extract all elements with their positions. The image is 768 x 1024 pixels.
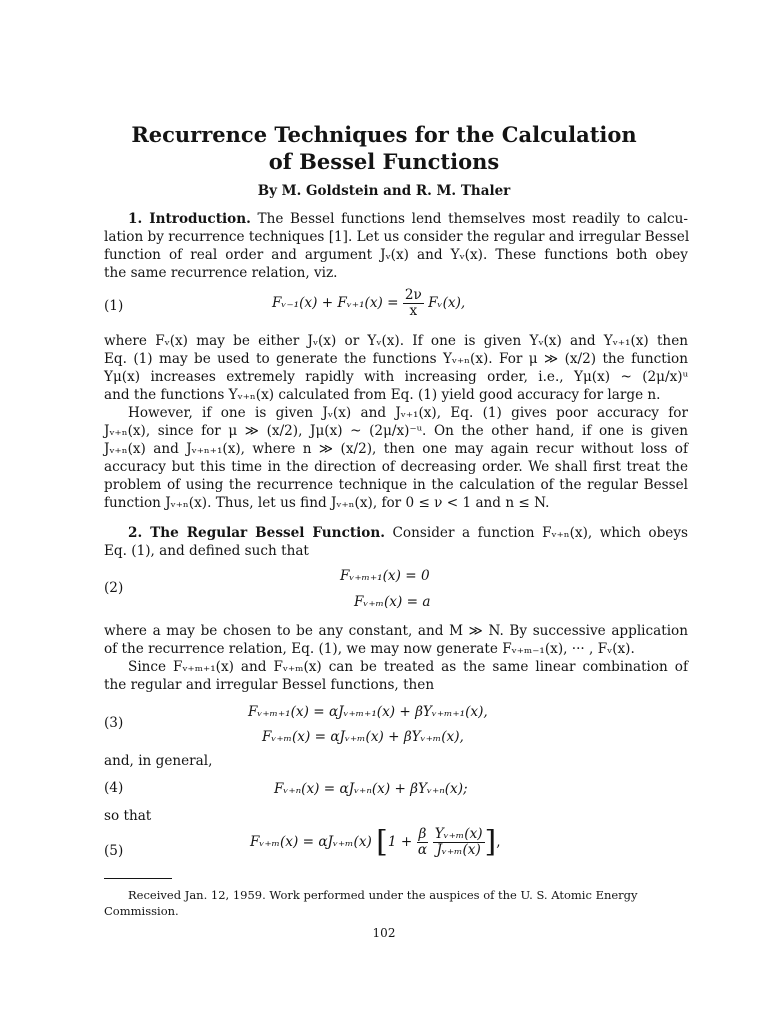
text-and-in-general: and, in general,: [104, 753, 213, 769]
intro-paragraph-2: where Fᵥ(x) may be either Jᵥ(x) or Yᵥ(x). If one is given Yᵥ(x) and Yᵥ₊₁(x) then Eq. (1) may be used to generate the functions Yᵥ₊ₙ(x). For μ ≫ (x/2) the function Yμ(x) increases extremely rapidly with increasing order, i.e., Yμ(x) ~ (2μ/x)ᵘ and the functions Yᵥ₊ₙ(x) calculated from Eq. (1) yield good accuracy for large n.: [104, 333, 688, 403]
equation-1: [272, 288, 465, 319]
section-2-heading: 2. The Regular Bessel Function.: [128, 525, 385, 541]
author-byline: By M. Goldstein and R. M. Thaler: [257, 183, 511, 199]
regular-bessel-paragraph-1: 2. The Regular Bessel Function. Consider a function Fᵥ₊ₙ(x), which obeys Eq. (1), and defined such that: [104, 525, 689, 559]
equation-5-ratio: $\frac{\text{Yᵥ₊ₘ(x)}}{\text{Jᵥ₊ₘ(x)}}$: [434, 826, 483, 858]
paper-title: [0, 121, 768, 175]
equation-5-beta-alpha: $\frac{\beta}{\alpha}$: [417, 826, 428, 858]
section-1-heading: 1. Introduction.: [128, 211, 251, 227]
intro-paragraph-3: However, if one is given Jᵥ(x) and Jᵥ₊₁(x), Eq. (1) gives poor accuracy for Jᵥ₊ₙ(x), since for μ ≫ (x/2), Jμ(x) ~ (2μ/x)⁻ᵘ. On the other hand, if one is given Jᵥ₊ₙ(x) and Jᵥ₊ₙ₊₁(x), where n ≫ (x/2), then one may again recur without loss of accuracy but this time in the direction of decreasing order. We shall first treat the problem of using the recurrence technique in the calculation of the regular Bessel function Jᵥ₊ₙ(x). Thus, let us find Jᵥ₊ₙ(x), for 0 ≤ ν < 1 and n ≤ N.: [104, 405, 688, 511]
intro-line-4: the same recurrence relation, viz.: [104, 265, 338, 281]
equation-3-line-1: Fᵥ₊ₘ₊₁(x) = αJᵥ₊ₘ₊₁(x) + βYᵥ₊ₘ₊₁(x),: [248, 704, 488, 720]
equation-3-line-2: Fᵥ₊ₘ(x) = αJᵥ₊ₘ(x) + βYᵥ₊ₘ(x),: [262, 729, 464, 745]
equation-1-number: (1): [104, 298, 124, 314]
equation-2-line-2: Fᵥ₊ₘ(x) = a: [354, 594, 431, 610]
equation-4: Fᵥ₊ₙ(x) = αJᵥ₊ₙ(x) + βYᵥ₊ₙ(x);: [274, 781, 468, 797]
footnote-divider: [104, 878, 172, 879]
title-line-1: Recurrence Techniques for the Calculation: [131, 122, 637, 147]
footnote: Received Jan. 12, 1959. Work performed under the auspices of the U. S. Atomic Energy Commission.: [104, 888, 638, 918]
equation-2-line-1: Fᵥ₊ₘ₊₁(x) = 0: [340, 568, 430, 584]
equation-4-number: (4): [104, 780, 124, 796]
equation-5-number: (5): [104, 843, 124, 859]
intro-line-2: lation by recurrence techniques [1]. Let us consider the regular and irregular Bessel: [104, 229, 690, 245]
regular-bessel-paragraph-2: where a may be chosen to be any constant, and M ≫ N. By successive application of the recurrence relation, Eq. (1), we may now generate Fᵥ₊ₘ₋₁(x), ··· , Fᵥ(x).: [104, 623, 688, 657]
equation-1-rhs: Fᵥ(x),: [423, 295, 466, 311]
intro-paragraph-1: [104, 210, 688, 282]
equation-1-lhs: Fᵥ₋₁(x) + Fᵥ₊₁(x) =: [272, 295, 403, 311]
text-so-that: so that: [104, 808, 152, 824]
equation-5: Fᵥ₊ₘ(x) = αJᵥ₊ₘ(x) [1 + $\frac{\beta}{\alpha}$ $\frac{\text{Yᵥ₊ₘ(x)}}{\text{Jᵥ₊ₘ(x)}}$ ],: [250, 824, 501, 860]
title-line-2: of Bessel Functions: [268, 149, 500, 174]
page-number: 102: [372, 926, 396, 940]
intro-line-1: 1. Introduction. The Bessel functions lend themselves most readily to calcu-: [128, 211, 689, 227]
equation-2-number: (2): [104, 580, 124, 596]
equation-1-fraction: $\frac{2\nu}{x}$: [404, 287, 422, 319]
equation-3-number: (3): [104, 715, 124, 731]
regular-bessel-paragraph-3: Since Fᵥ₊ₘ₊₁(x) and Fᵥ₊ₘ(x) can be treated as the same linear combination of the regular and irregular Bessel functions, then: [104, 659, 688, 693]
intro-line-3: function of real order and argument Jᵥ(x) and Yᵥ(x). These functions both obey: [104, 247, 688, 263]
